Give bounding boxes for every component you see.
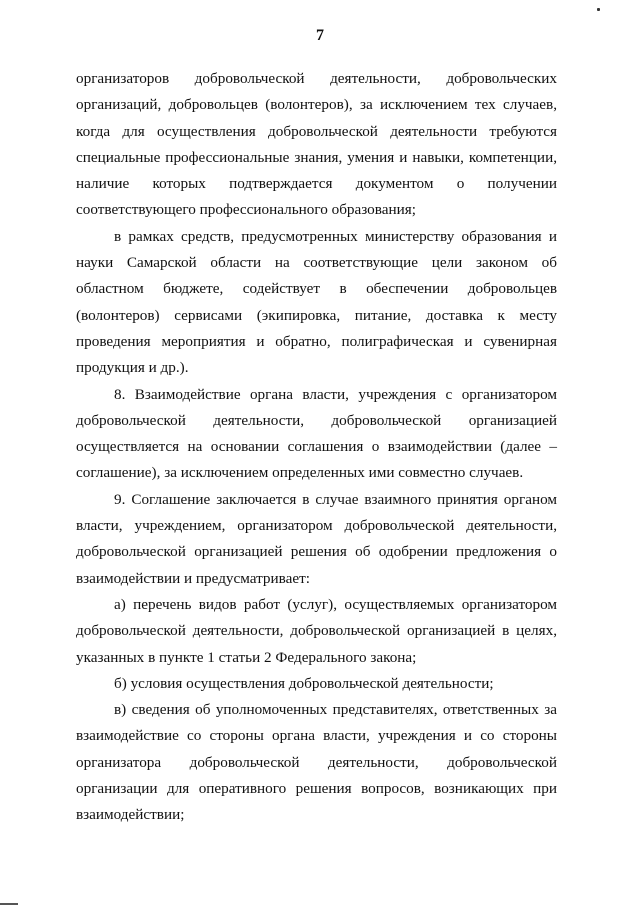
text-line: наличие которых подтверждается документом о получении [76,175,557,193]
text-line: соответствующего профессионального образования; [76,201,416,219]
text-line: организатора добровольческой деятельности, добровольческой [76,753,557,771]
text-line: осуществляется на основании соглашения о взаимодействии (далее – [76,438,557,456]
text-line: организаций, добровольцев (волонтеров), за исключением тех случаев, [76,96,557,114]
paragraph-p7 [76,697,557,828]
page-number: 7 [316,27,324,44]
paragraph-p5 [76,592,557,671]
text-line: добровольческой деятельности, добровольческой организацией [76,411,557,429]
text-line: 9. Соглашение заключается в случае взаимного принятия органом [114,490,557,508]
text-line: указанных в пункте 1 статьи 2 Федерального закона; [76,648,417,666]
text-line: взаимодействии; [76,806,185,824]
text-line: продукция и др.). [76,359,189,377]
text-line: а) перечень видов работ (услуг), осуществляемых организатором [114,595,557,613]
text-line: б) условия осуществления добровольческой деятельности; [114,674,494,692]
paragraph-p2 [76,224,557,382]
text-line: проведения мероприятия и обратно, полиграфическая и сувенирная [76,332,557,350]
text-line: организаторов добровольческой деятельности, добровольческих [76,70,557,87]
text-line: добровольческой организацией решения об одобрении предложения о [76,543,557,561]
paragraph-p6 [76,671,557,697]
document-body [76,66,557,829]
text-line: взаимодействие со стороны органа власти, учреждения и со стороны [76,727,557,745]
text-line: в рамках средств, предусмотренных министерству образования и [114,227,557,245]
text-line: в) сведения об уполномоченных представителях, ответственных за [114,701,557,719]
text-line: областном бюджете, содействует в обеспечении добровольцев [76,280,557,298]
paragraph-p4 [76,487,557,592]
text-line: взаимодействии и предусматривает: [76,569,310,587]
text-line: (волонтеров) сервисами (экипировка, питание, доставка к месту [76,306,557,324]
paragraph-p1 [76,66,557,224]
text-line: 8. Взаимодействие органа власти, учреждения с организатором [114,385,557,403]
text-line: науки Самарской области на соответствующие цели законом об [76,254,557,272]
text-line: соглашение), за исключением определенных ими совместно случаев. [76,464,524,482]
text-line: специальные профессиональные знания, умения и навыки, компетенции, [76,148,557,166]
text-line: власти, учреждением, организатором добровольческой деятельности, [76,517,557,535]
text-line: организации для оперативного решения вопросов, возникающих при [76,780,557,798]
text-line: добровольческой деятельности, добровольческой организацией в целях, [76,622,557,640]
paragraph-p3 [76,382,557,487]
text-line: когда для осуществления добровольческой деятельности требуются [76,122,557,140]
scan-speck [597,8,600,11]
